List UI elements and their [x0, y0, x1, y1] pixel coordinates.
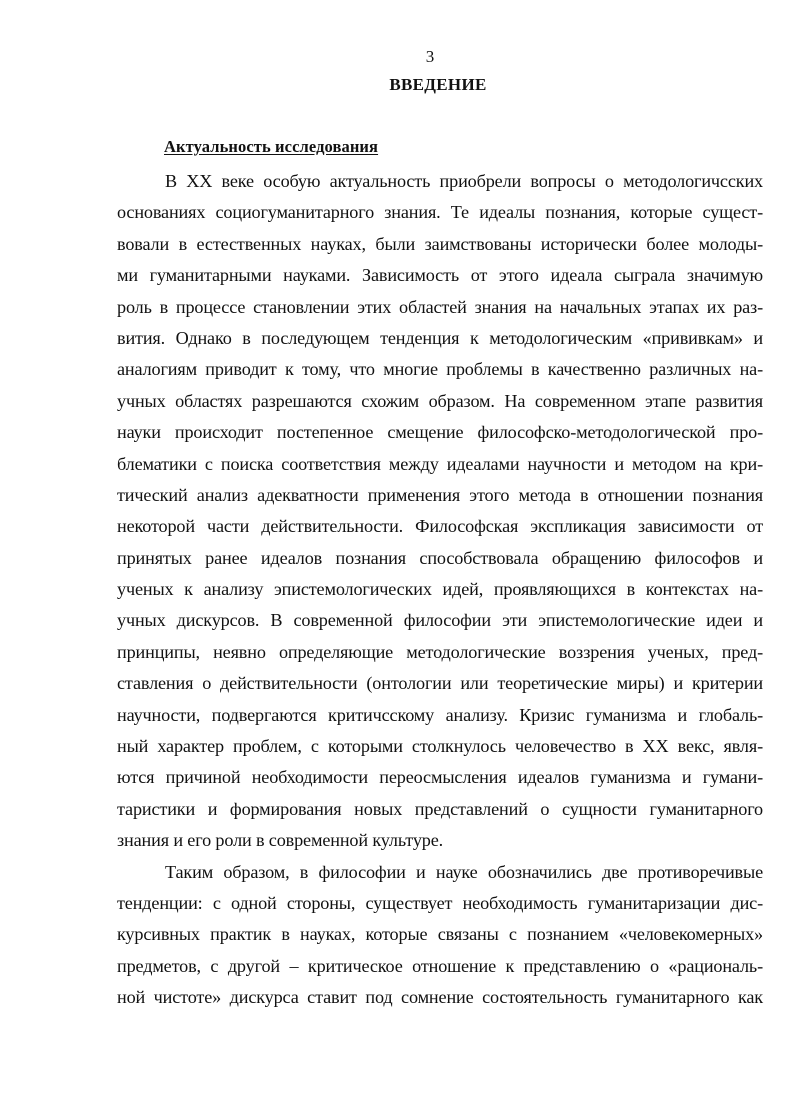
text-line: вития. Однако в последующем тенденция к методологическим «прививкам» и [117, 327, 763, 348]
text-line: принципы, неявно определяющие методологические воззрения ученых, пред- [117, 641, 763, 662]
section-heading: Актуальность исследования [164, 137, 379, 156]
text-line: ются причиной необходимости переосмысления идеалов гуманизма и гумани- [117, 767, 763, 788]
text-line: ученых к анализу эпистемологических идей, проявляющихся в контекстах на- [117, 579, 763, 600]
body-text [117, 166, 763, 1014]
text-line: блематики с поиска соответствия между идеалами научности и методом на кри- [117, 453, 763, 474]
text-line: роль в процессе становлении этих областей знания на начальных этапах их раз- [117, 296, 763, 317]
text-line: предметов, с другой – критическое отношение к представлению о «рациональ- [117, 955, 763, 976]
page-number: 3 [425, 47, 435, 66]
text-line: науки происходит постепенное смещение философско-методологической про- [117, 422, 763, 443]
text-line: аналогиям приводит к тому, что многие проблемы в качественно различных на- [117, 359, 763, 380]
text-line: В XX веке особую актуальность приобрели вопросы о методологичсских [165, 171, 763, 191]
text-line: ный характер проблем, с которыми столкнулось человечество в XX векс, явля- [117, 736, 763, 757]
text-line: вовали в естественных науках, были заимствованы исторически более молоды- [117, 233, 763, 254]
text-line: тический анализ адекватности применения этого метода в отношении познания [117, 484, 763, 505]
text-line: основаниях социогуманитарного знания. Те идеалы познания, которые сущест- [117, 202, 763, 223]
text-line: ставления о действительности (онтологии или теоретические миры) и критерии [117, 673, 763, 694]
paragraph-2 [117, 857, 763, 1014]
text-line: знания и его роли в современной культуре. [117, 830, 444, 851]
text-line: учных областях разрешаются схожим образом. На современном этапе развития [117, 390, 763, 411]
text-line: принятых ранее идеалов познания способствовала обращению философов и [117, 547, 763, 568]
text-line: ми гуманитарными науками. Зависимость от этого идеала сыграла значимую [117, 265, 763, 286]
text-line: курсивных практик в науках, которые связаны с познанием «человекомерных» [117, 924, 763, 945]
text-line: таристики и формирования новых представлений о сущности гуманитарного [117, 798, 763, 819]
text-line: учных дискурсов. В современной философии эти эпистемологические идеи и [117, 610, 763, 631]
text-line: Таким образом, в философии и науке обозначились две противоречивые [165, 861, 763, 882]
text-line: тенденции: с одной стороны, существует необходимость гуманитаризации дис- [117, 892, 763, 913]
chapter-title: ВВЕДЕНИЕ [389, 75, 487, 94]
text-line: ной чистоте» дискурса ставит под сомнение состоятельность гуманитарного как [117, 987, 763, 1008]
paragraph-1 [117, 166, 763, 857]
text-line: научности, подвергаются критичсскому анализу. Кризис гуманизма и глобаль- [117, 704, 763, 725]
text-line: некоторой части действительности. Философская экспликация зависимости от [117, 516, 763, 537]
